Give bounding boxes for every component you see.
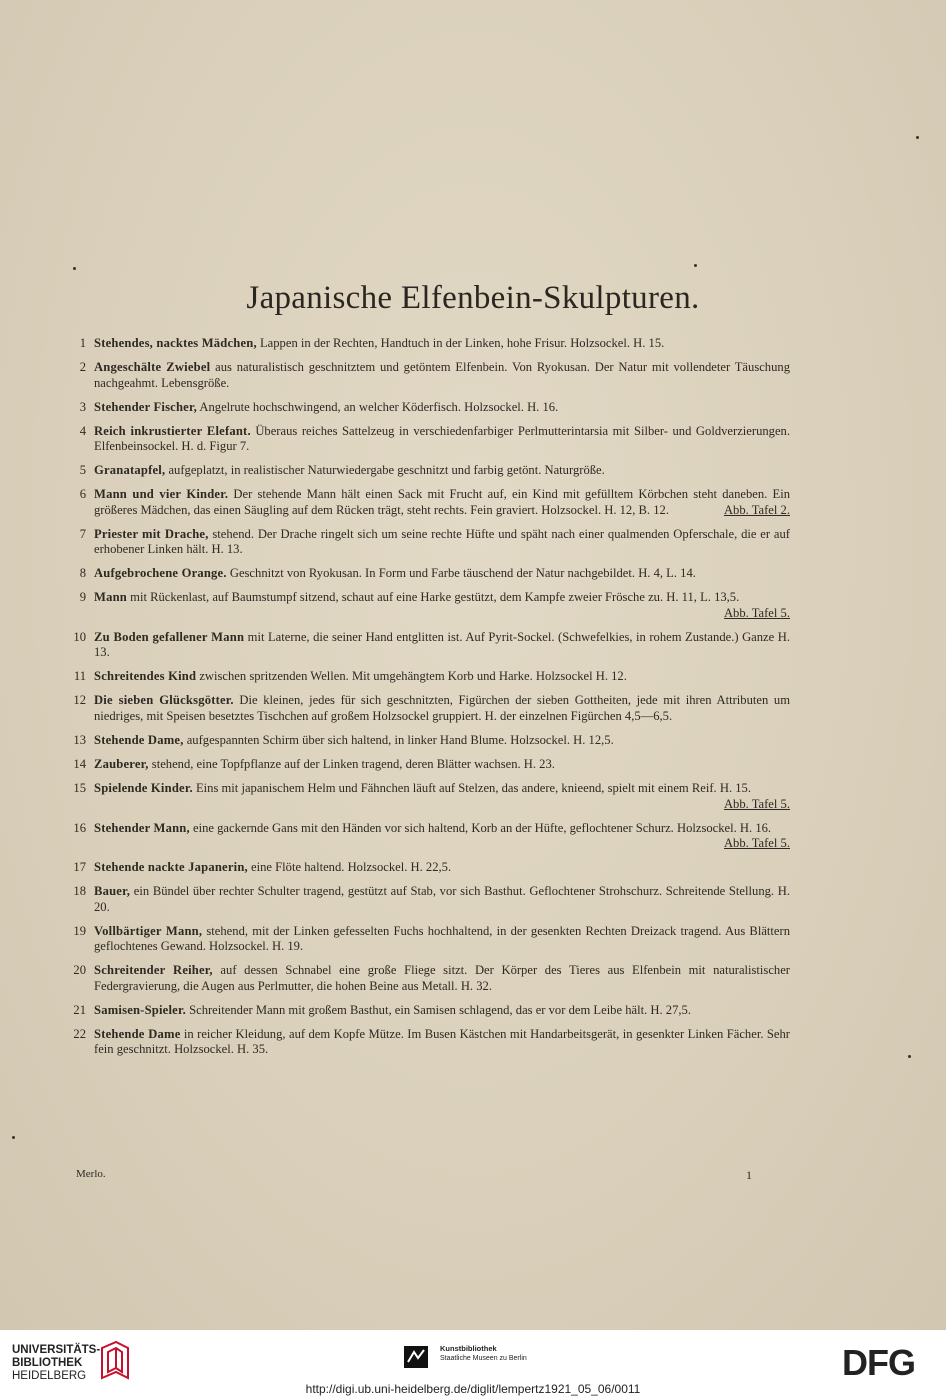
catalog-entry: [66, 1003, 790, 1019]
entry-heading: Angeschälte Zwiebel: [94, 359, 211, 374]
catalog-entry: [66, 424, 790, 455]
entry-number: 1: [79, 336, 86, 350]
entry-description: mit Rückenlast, auf Baumstumpf sitzend, schaut auf eine Harke gestützt, dem Kampfe zweier Frösche zu. H. 11, L. 13,5.: [127, 590, 740, 605]
entry-number: 17: [73, 860, 86, 875]
catalog-entry: [66, 463, 790, 479]
entry-number: 6: [79, 487, 86, 502]
entry-number: 12: [73, 693, 86, 708]
entry-description: aus naturalistisch geschnitztem und getöntem Elfenbein. Von Ryokusan. Der Natur mit vollendeter Täuschung nachgeahmt. Lebensgröße.: [94, 359, 790, 390]
entry-description: Geschnitzt von Ryokusan. In Form und Farbe täuschend der Natur nachgebildet. H. 4, L. 14.: [226, 566, 696, 581]
entry-description: mit Laterne, die seiner Hand entglitten ist. Auf Pyrit-Sockel. (Schwefelkies, in rohem Zustande.) Ganze H. 13.: [94, 629, 790, 660]
entry-heading: Mann: [94, 590, 127, 605]
catalog-entry: [66, 669, 790, 685]
catalog-entry: [66, 860, 790, 876]
catalog-entry: [66, 566, 790, 582]
entry-heading: Priester mit Drache,: [94, 526, 209, 541]
entry-description: zwischen spritzenden Wellen. Mit umgehängtem Korb und Harke. Holzsockel H. 12.: [196, 669, 627, 684]
entry-number: 3: [79, 399, 86, 414]
catalog-entry: [66, 757, 790, 773]
entry-heading: Die sieben Glücksgötter.: [94, 693, 234, 708]
catalog-entry: [66, 781, 790, 812]
entry-heading: Zu Boden gefallener Mann: [94, 629, 245, 644]
page-speck: [908, 1055, 911, 1058]
entry-description: in reicher Kleidung, auf dem Kopfe Mütze. Im Busen Kästchen mit Handarbeitsgerät, in gesenkter Linken Fächer. Sehr fein geschnitzt. Holzsockel. H. 35.: [94, 1026, 790, 1057]
entry-heading: Stehender Fischer,: [94, 399, 197, 414]
entry-number: 19: [73, 923, 86, 938]
entry-heading: Spielende Kinder.: [94, 780, 193, 795]
entry-description: eine Flöte haltend. Holzsockel. H. 22,5.: [247, 860, 452, 875]
entry-number: 9: [79, 590, 86, 605]
entry-description: auf dessen Schnabel eine große Fliege sitzt. Der Körper des Tieres aus Elfenbein mit naturalistischer Federgravierung, die Augen aus Perlmutter, die hohen Beine aus Metall. H. 32.: [94, 963, 790, 993]
uni-line-1: UNIVERSITÄTS-: [12, 1344, 101, 1356]
entry-number: 11: [73, 669, 86, 684]
kb-line-2: Staatliche Museen zu Berlin: [440, 1355, 527, 1362]
catalog-entry: [66, 336, 790, 352]
page-speck: [694, 264, 697, 267]
entry-heading: Schreitendes Kind: [94, 669, 197, 684]
entry-heading: Vollbärtiger Mann,: [94, 923, 203, 938]
entry-heading: Samisen-Spieler.: [94, 1002, 186, 1017]
page-speck: [73, 267, 76, 270]
catalog-entry: [66, 733, 790, 749]
kunstbibliothek-label: [440, 1344, 527, 1364]
entry-heading: Stehender Mann,: [94, 820, 190, 835]
entry-number: 22: [73, 1026, 86, 1041]
entry-description: aufgespannten Schirm über sich haltend, in linker Hand Blume. Holzsockel. H. 12,5.: [183, 732, 614, 747]
catalog-entries: [66, 336, 790, 1066]
permalink-url[interactable]: http://digi.ub.uni-heidelberg.de/diglit/lempertz1921_05_06/0011: [305, 1382, 641, 1396]
entry-description: eine gackernde Gans mit den Händen vor sich haltend, Korb an der Hüfte, geflochtener Schurz. Holzsockel. H. 16.: [189, 820, 772, 835]
entry-number: 21: [73, 1002, 86, 1017]
entry-description: aufgeplatzt, in realistischer Naturwiedergabe geschnitzt und farbig getönt. Naturgröße.: [165, 463, 605, 478]
entry-number: 5: [79, 463, 86, 478]
entry-number: 18: [73, 884, 86, 899]
page-speck: [916, 136, 919, 139]
catalog-entry: [66, 1027, 790, 1058]
entry-description: Angelrute hochschwingend, an welcher Köderfisch. Holzsockel. H. 16.: [196, 399, 559, 414]
catalog-entry: [66, 487, 790, 518]
catalog-entry: [66, 693, 790, 724]
entry-number: 15: [73, 780, 86, 795]
entry-description: stehend, mit der Linken gefesselten Fuchs hochhaltend, in der gesenkten Rechten Dreizack tragend. Aus Blättern geflochtenes Gewand. Holzsockel. H. 19.: [94, 923, 790, 954]
entry-heading: Stehende Dame,: [94, 732, 184, 747]
entry-heading: Schreitender Reiher,: [94, 963, 213, 978]
entry-number: 14: [73, 756, 86, 771]
kb-line-1: Kunstbibliothek: [440, 1344, 497, 1353]
catalog-entry: [66, 884, 790, 915]
entry-heading: Zauberer,: [94, 756, 149, 771]
catalog-entry: [66, 527, 790, 558]
kunstbibliothek-logo-icon[interactable]: [404, 1346, 428, 1368]
uni-line-3: HEIDELBERG: [12, 1370, 87, 1382]
entry-heading: Aufgebrochene Orange.: [94, 566, 227, 581]
entry-number: 16: [73, 820, 86, 835]
entry-description: ein Bündel über rechter Schulter tragend, gestützt auf Stab, vor sich Basthut. Geflochtener Strohschurz. Schreitende Stellung. H. 20.: [94, 884, 790, 914]
entry-number: 4: [79, 423, 86, 438]
entry-number: 7: [79, 526, 86, 541]
entry-description: Überaus reiches Sattelzeug in verschiedenfarbiger Perlmutterintarsia mit Silber- und Goldverzierungen. Elfenbeinsockel. H. d. Figur 7.: [94, 423, 790, 454]
entry-number: 2: [79, 359, 86, 374]
viewer-footer-bar: [0, 1330, 946, 1398]
entry-heading: Stehendes, nacktes Mädchen,: [94, 336, 257, 350]
catalog-entry: [66, 400, 790, 416]
catalog-entry: [66, 590, 790, 621]
plate-reference: Abb. Tafel 5.: [723, 796, 790, 811]
entry-number: 8: [79, 566, 86, 581]
plate-reference: Abb. Tafel 5.: [723, 605, 790, 620]
page-title: Japanische Elfenbein-Skulpturen.: [246, 280, 700, 316]
entry-description: Die kleinen, jedes für sich geschnitzten, Figürchen der sieben Gottheiten, jede mit ihren Attributen um niedriges, mit Speisen besetztes Tischchen auf großem Holzsockel gruppiert. H. der einzelnen Figürchen 4,5—6,5.: [94, 693, 790, 723]
catalog-entry: [66, 924, 790, 955]
uni-line-2: BIBLIOTHEK: [12, 1357, 83, 1369]
footer-signature: Merlo.: [76, 1168, 106, 1180]
plate-reference: Abb. Tafel 2.: [723, 502, 790, 517]
entry-heading: Bauer,: [94, 884, 131, 899]
entry-heading: Reich inkrustierter Elefant.: [94, 423, 251, 438]
entry-number: 13: [73, 732, 86, 747]
entry-heading: Mann und vier Kinder.: [94, 487, 229, 502]
catalog-entry: [66, 821, 790, 852]
entry-heading: Granatapfel,: [94, 463, 166, 478]
page-speck: [12, 1136, 15, 1139]
university-library-emblem-icon[interactable]: [98, 1338, 132, 1382]
entry-description: Eins mit japanischem Helm und Fähnchen läuft auf Stelzen, das andere, knieend, spielt mit einem Reif. H. 15.: [192, 780, 751, 795]
entry-description: Der stehende Mann hält einen Sack mit Frucht auf, ein Kind mit gefülltem Körbchen steht daneben. Ein größeres Mädchen, das einen Säugling auf dem Rücken trägt, steht rechts. Fein graviert. Holzsockel. H. 12, B. 12.: [94, 487, 790, 517]
entry-number: 10: [73, 629, 86, 644]
entry-number: 20: [73, 963, 86, 978]
entry-description: Schreitender Mann mit großem Basthut, ein Samisen schlagend, das er vor dem Leibe hält. H. 27,5.: [185, 1002, 691, 1017]
catalog-entry: [66, 963, 790, 994]
entry-heading: Stehende nackte Japanerin,: [94, 860, 248, 875]
plate-reference: Abb. Tafel 5.: [723, 836, 790, 851]
university-library-logo-text[interactable]: [12, 1344, 100, 1383]
catalog-entry: [66, 630, 790, 661]
catalog-entry: [66, 360, 790, 391]
entry-description: stehend. Der Drache ringelt sich um seine rechte Hüfte und späht nach einer qualmenden Opferschale, die er auf erhobener Linken hält. H. 13.: [94, 526, 790, 557]
page-number: 1: [746, 1168, 752, 1182]
dfg-logo[interactable]: DFG: [842, 1342, 915, 1383]
entry-heading: Stehende Dame: [94, 1026, 181, 1041]
entry-description: Lappen in der Rechten, Handtuch in der Linken, hohe Frisur. Holzsockel. H. 15.: [256, 336, 665, 350]
entry-description: stehend, eine Topfpflanze auf der Linken tragend, deren Blätter wachsen. H. 23.: [148, 756, 555, 771]
